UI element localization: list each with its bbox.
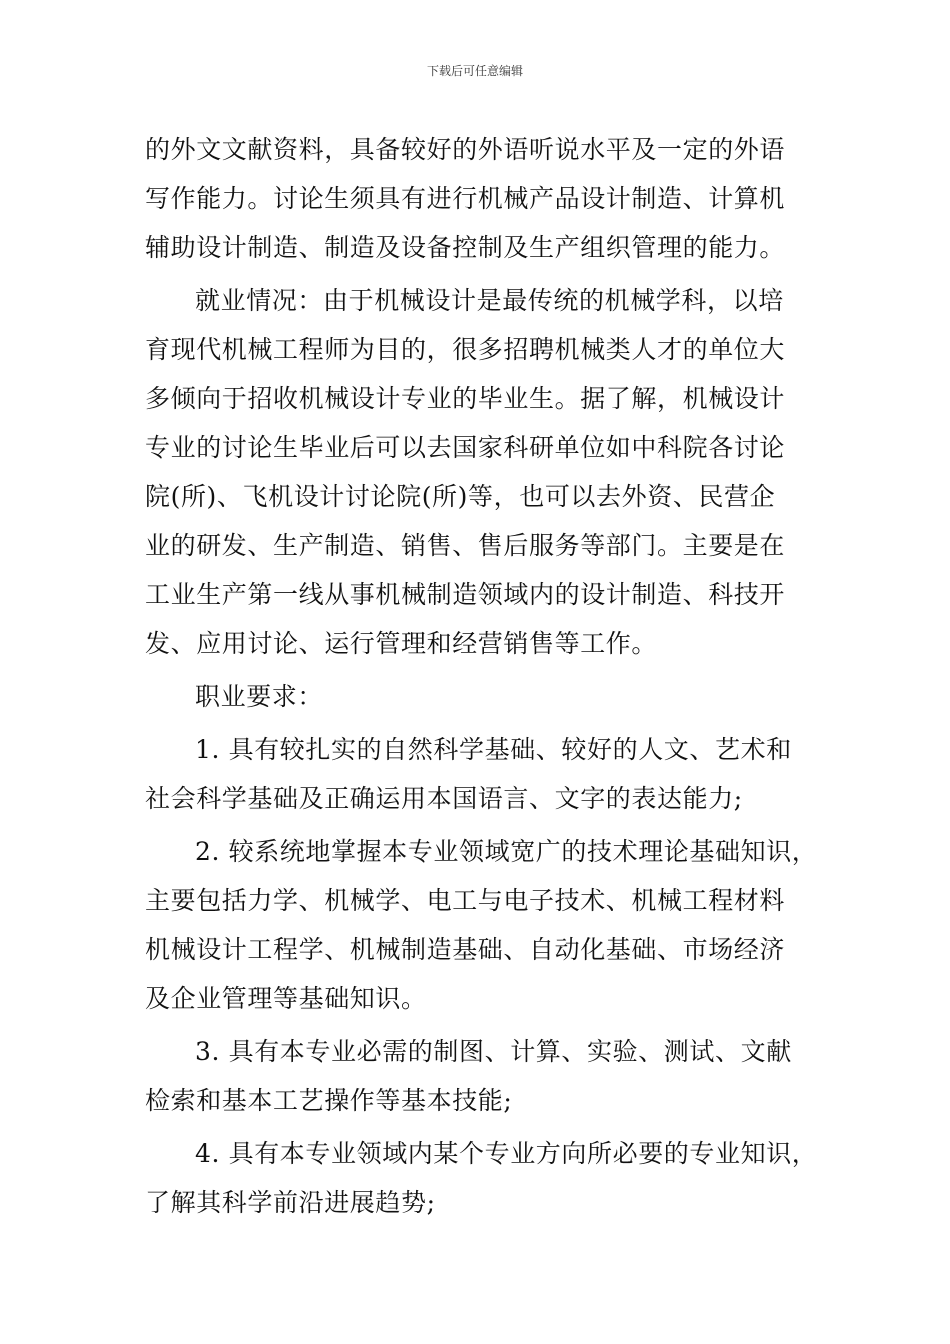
text-line: 2. 较系统地掌握本专业领域宽广的技术理论基础知识，	[195, 837, 818, 866]
text-line: 主要包括力学、机械学、电工与电子技术、机械工程材料	[145, 886, 786, 915]
text-line: 工业生产第一线从事机械制造领域内的设计制造、科技开	[145, 580, 786, 609]
document-body	[145, 125, 825, 1227]
text-line: 就业情况：由于机械设计是最传统的机械学科，以培	[195, 286, 784, 315]
text-line: 机械设计工程学、机械制造基础、自动化基础、市场经济	[145, 935, 786, 964]
text-line: 及企业管理等基础知识。	[145, 984, 427, 1013]
text-line: 职业要求：	[195, 682, 324, 711]
text-line: 1. 具有较扎实的自然科学基础、较好的人文、艺术和	[195, 735, 792, 764]
text-line: 社会科学基础及正确运用本国语言、文字的表达能力;	[145, 784, 743, 813]
text-line: 多倾向于招收机械设计专业的毕业生。据了解，机械设计	[145, 384, 786, 413]
text-line: 检索和基本工艺操作等基本技能;	[145, 1086, 513, 1115]
text-line: 写作能力。讨论生须具有进行机械产品设计制造、计算机	[145, 184, 786, 213]
text-line: 的外文文献资料，具备较好的外语听说水平及一定的外语	[145, 135, 786, 164]
text-line: 专业的讨论生毕业后可以去国家科研单位如中科院各讨论	[145, 433, 786, 462]
text-line: 辅助设计制造、制造及设备控制及生产组织管理的能力。	[145, 233, 786, 262]
text-line: 育现代机械工程师为目的，很多招聘机械类人才的单位大	[145, 335, 786, 364]
text-line: 3. 具有本专业必需的制图、计算、实验、测试、文献	[195, 1037, 792, 1066]
text-line: 4. 具有本专业领域内某个专业方向所必要的专业知识，	[195, 1139, 818, 1168]
text-line: 了解其科学前沿进展趋势;	[145, 1188, 436, 1217]
text-line: 业的研发、生产制造、销售、售后服务等部门。主要是在	[145, 531, 786, 560]
text-line: 发、应用讨论、运行管理和经营销售等工作。	[145, 629, 658, 658]
page-header: 下载后可任意编辑	[426, 64, 523, 78]
text-line: 院(所)、飞机设计讨论院(所)等，也可以去外资、民营企	[145, 482, 776, 511]
